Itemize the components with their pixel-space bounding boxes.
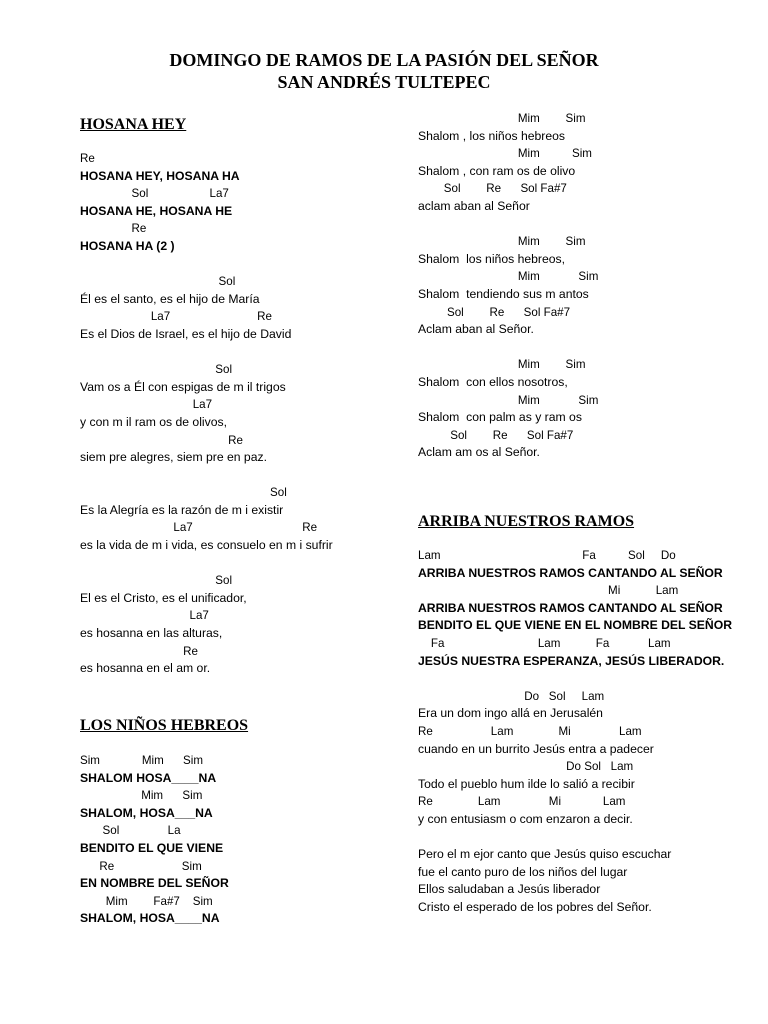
blank-line: [418, 339, 758, 357]
lyric-line: Es la Alegría es la razón de m i existir: [80, 502, 284, 517]
lyric-line: Aclam aban al Señor.: [418, 322, 534, 337]
lyric-line: es hosanna en las alturas,: [80, 626, 223, 641]
lyric-line: JESÚS NUESTRA ESPERANZA, JESÚS LIBERADOR.: [418, 653, 725, 668]
chord-line: Sol Re Sol Fa#7: [418, 305, 571, 319]
chord-line: Fa Lam Fa Lam: [418, 636, 671, 650]
chord-line: Re: [80, 222, 147, 236]
chord-line: Sol Re Sol Fa#7: [418, 428, 574, 442]
chord-line: Mim Fa#7 Sim: [80, 894, 213, 908]
page-subtitle: SAN ANDRÉS TULTEPEC: [277, 72, 491, 92]
chord-line: Sol: [80, 574, 233, 588]
lyric-line: y con m il ram os de olivos,: [80, 414, 227, 429]
blank-line: [80, 256, 420, 274]
ninos-hebreos-heading: LOS NIÑOS HEBREOS: [80, 717, 249, 734]
chord-line: La7: [80, 398, 213, 412]
lyric-line: cuando en un burrito Jesús entra a padecer: [418, 741, 654, 756]
chord-line: Re: [80, 644, 198, 658]
lyric-line: SHALOM, HOSA___NA: [80, 805, 213, 820]
chord-line: Mim Sim: [418, 235, 586, 249]
chord-line: Mim Sim: [418, 393, 599, 407]
blank-line: [80, 467, 420, 485]
chord-line: Sim Mim Sim: [80, 754, 204, 767]
lyric-line: y con entusiasm o com enzaron a decir.: [418, 811, 633, 826]
chord-line: Mim Sim: [418, 147, 592, 161]
chord-line: Re: [80, 152, 95, 165]
arriba-nuestros-ramos-heading: ARRIBA NUESTROS RAMOS: [418, 513, 635, 530]
chord-line: Sol Re Sol Fa#7: [418, 182, 567, 196]
lyric-line: Shalom , los niños hebreos: [418, 128, 566, 143]
lyric-line: BENDITO EL QUE VIENE EN EL NOMBRE DEL SEÑOR: [418, 618, 732, 633]
chord-line: Re Sim: [80, 859, 202, 873]
chord-line: Sol: [80, 486, 287, 500]
lyric-line: siem pre alegres, siem pre en paz.: [80, 450, 267, 465]
lyric-line: ARRIBA NUESTROS RAMOS CANTANDO AL SEÑOR: [418, 565, 723, 580]
lyric-line: EN NOMBRE DEL SEÑOR: [80, 876, 229, 891]
hosana-hey-heading: HOSANA HEY: [80, 116, 187, 133]
lyric-line: Cristo el esperado de los pobres del Señor.: [418, 899, 652, 914]
lyric-line: HOSANA HEY, HOSANA HA: [80, 168, 240, 183]
chord-line: Sol La: [80, 824, 181, 838]
lyric-line: Vam os a Él con espigas de m il trigos: [80, 379, 286, 394]
lyric-line: Shalom tendiendo sus m antos: [418, 286, 589, 301]
ninos-hebreos-verses: [418, 110, 758, 462]
chord-line: Sol: [80, 363, 233, 377]
chord-line: Mi Lam: [418, 584, 679, 598]
lyric-line: es hosanna en el am or.: [80, 661, 211, 676]
blank-line: [418, 216, 758, 234]
chord-line: Mim Sim: [418, 112, 586, 125]
lyric-line: fue el canto puro de los niños del lugar: [418, 864, 628, 879]
lyric-line: BENDITO EL QUE VIENE: [80, 840, 224, 855]
chord-line: Mim Sim: [418, 358, 586, 372]
lyric-line: es la vida de m i vida, es consuelo en m i sufrir: [80, 538, 333, 553]
chord-line: Lam Fa Sol Do: [418, 549, 676, 562]
chord-line: La7: [80, 609, 209, 623]
lyric-line: Ellos saludaban a Jesús liberador: [418, 882, 601, 897]
chord-line: Do Sol Lam: [418, 760, 634, 774]
arriba-nuestros-ramos-lyrics: [418, 547, 758, 916]
lyric-line: Shalom , con ram os de olivo: [418, 163, 576, 178]
lyric-line: Todo el pueblo hum ilde lo salió a recibir: [418, 776, 635, 791]
hosana-hey-lyrics: [80, 150, 420, 678]
chord-line: Re Lam Mi Lam: [418, 795, 626, 809]
blank-line: [80, 555, 420, 573]
lyric-line: HOSANA HA (2 ): [80, 238, 175, 253]
ninos-hebreos-lyrics: [80, 752, 420, 928]
lyric-line: Shalom los niños hebreos,: [418, 251, 566, 266]
blank-line: [418, 829, 758, 847]
lyric-line: Él es el santo, es el hijo de María: [80, 291, 260, 306]
chord-line: Re: [80, 433, 243, 447]
blank-line: [418, 670, 758, 688]
lyric-line: ARRIBA NUESTROS RAMOS CANTANDO AL SEÑOR: [418, 600, 723, 615]
blank-line: [80, 344, 420, 362]
lyric-line: Shalom con ellos nosotros,: [418, 374, 568, 389]
page-title: DOMINGO DE RAMOS DE LA PASIÓN DEL SEÑOR: [169, 50, 599, 70]
lyric-line: Es el Dios de Israel, es el hijo de David: [80, 326, 292, 341]
chord-line: La7 Re: [80, 521, 318, 535]
lyric-line: SHALOM HOSA____NA: [80, 770, 217, 785]
lyric-line: Era un dom ingo allá en Jerusalén: [418, 706, 603, 721]
chord-line: Do Sol Lam: [418, 689, 605, 703]
chord-line: Mim Sim: [418, 270, 599, 284]
chord-line: Sol La7: [80, 187, 229, 201]
lyric-line: SHALOM, HOSA____NA: [80, 911, 220, 926]
chord-line: Mim Sim: [80, 789, 203, 803]
lyric-line: aclam aban al Señor: [418, 198, 530, 213]
lyric-line: HOSANA HE, HOSANA HE: [80, 203, 233, 218]
chord-line: La7 Re: [80, 310, 272, 324]
chord-line: Sol: [80, 275, 236, 289]
lyric-line: El es el Cristo, es el unificador,: [80, 590, 247, 605]
lyric-line: Pero el m ejor canto que Jesús quiso escuchar: [418, 847, 672, 862]
chord-line: Re Lam Mi Lam: [418, 724, 642, 738]
lyric-line: Shalom con palm as y ram os: [418, 410, 582, 425]
lyric-line: Aclam am os al Señor.: [418, 445, 540, 460]
